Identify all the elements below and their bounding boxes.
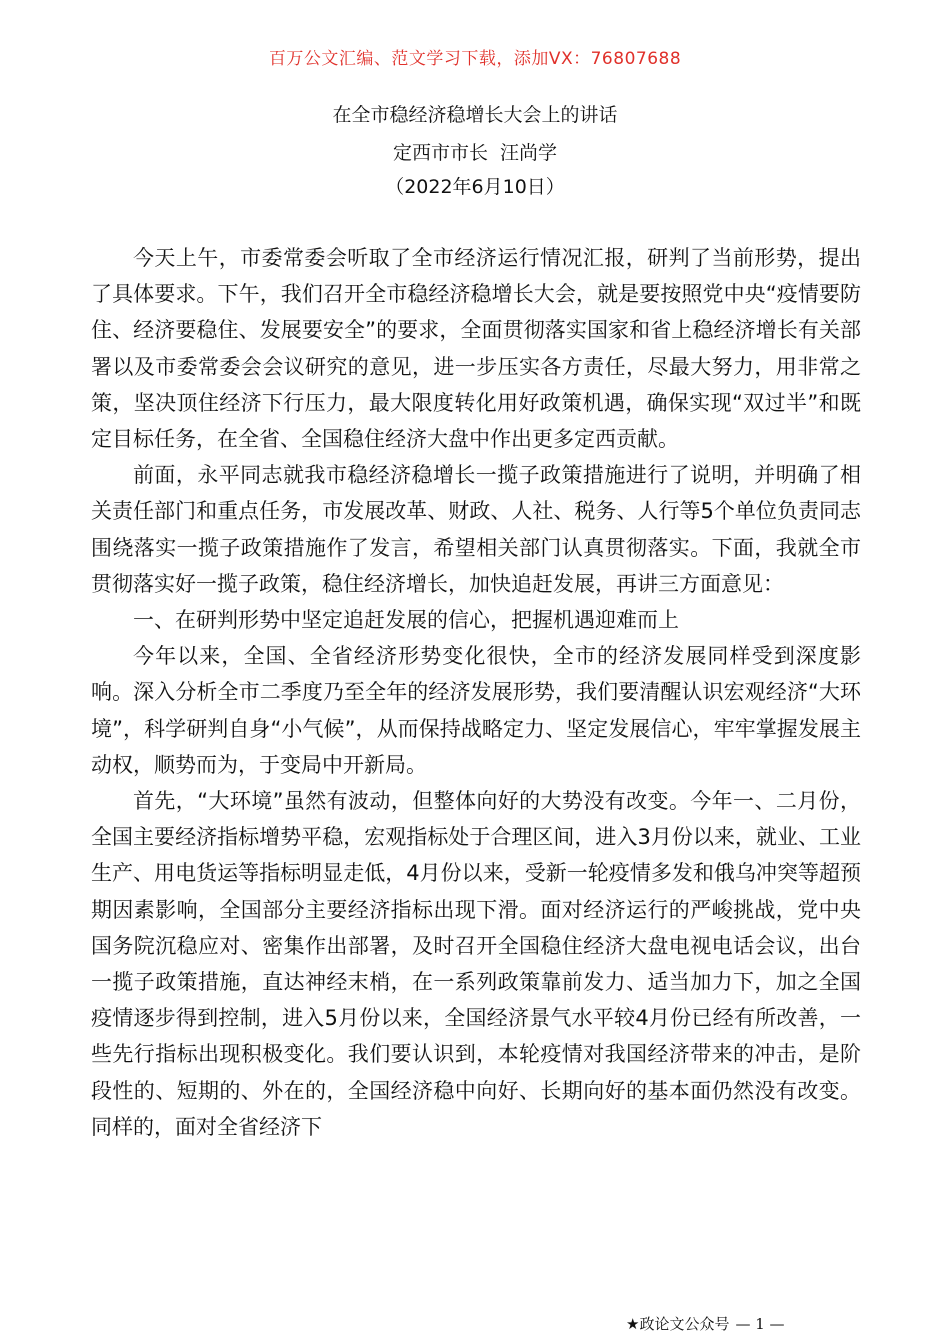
page-number: — 1 — xyxy=(735,1315,785,1333)
paragraph: 前面，永平同志就我市稳经济稳增长一揽子政策措施进行了说明，并明确了相关责任部门和重点任务，市发展改革、财政、人社、税务、人行等5个单位负责同志围绕落实一揽子政策措施作了发言，希望相关部门认真贯彻落实。下面，我就全市贯彻落实好一揽子政策，稳住经济增长，加快追赶发展，再讲三方面意见： xyxy=(91,463,861,596)
page-footer xyxy=(626,1313,785,1334)
footer-source: ★政论文公众号 xyxy=(626,1315,730,1333)
speech-title: 在全市稳经济稳增长大会上的讲话 xyxy=(332,104,618,126)
watermark-banner: 百万公文汇编、范文学习下载，添加VX：76807688 xyxy=(268,49,682,69)
paragraph: 首先，“大环境”虽然有波动，但整体向好的大势没有改变。今年一、二月份，全国主要经济指标增势平稳，宏观指标处于合理区间，进入3月份以来，就业、工业生产、用电货运等指标明显走低，4月份以来，受新一轮疫情多发和俄乌冲突等超预期因素影响，全国部分主要经济指标出现下滑。面对经济运行的严峻挑战，党中央国务院沉稳应对、密集作出部署，及时召开全国稳住经济大盘电视电话会议，出台一揽子政策措施，直达神经末梢，在一系列政策靠前发力、适当加力下，加之全国疫情逐步得到控制，进入5月份以来，全国经济景气水平较4月份已经有所改善，一些先行指标出现积极变化。我们要认识到，本轮疫情对我国经济带来的冲击，是阶段性的、短期的、外在的，全国经济稳中向好、长期向好的基本面仍然没有改变。同样的，面对全省经济下 xyxy=(91,789,861,1139)
document-body xyxy=(91,240,861,1145)
section-heading: 一、在研判形势中坚定追赶发展的信心，把握机遇迎难而上 xyxy=(133,608,679,633)
paragraph: 今年以来，全国、全省经济形势变化很快，全市的经济发展同样受到深度影响。深入分析全市二季度乃至全年的经济发展形势，我们要清醒认识宏观经济“大环境”，科学研判自身“小气候”，从而保持战略定力、坚定发展信心，牢牢掌握发展主动权，顺势而为，于变局中开新局。 xyxy=(91,644,861,777)
speech-date: （2022年6月10日） xyxy=(385,176,565,198)
paragraph: 今天上午，市委常委会听取了全市经济运行情况汇报，研判了当前形势，提出了具体要求。下午，我们召开全市稳经济稳增长大会，就是要按照党中央“疫情要防住、经济要稳住、发展要安全”的要求，全面贯彻落实国家和省上稳经济增长有关部署以及市委常委会会议研究的意见，进一步压实各方责任，尽最大努力，用非常之策，坚决顶住经济下行压力，最大限度转化用好政策机遇，确保实现“双过半”和既定目标任务，在全省、全国稳住经济大盘中作出更多定西贡献。 xyxy=(91,246,861,452)
speaker-line: 定西市市长 汪尚学 xyxy=(392,142,558,164)
